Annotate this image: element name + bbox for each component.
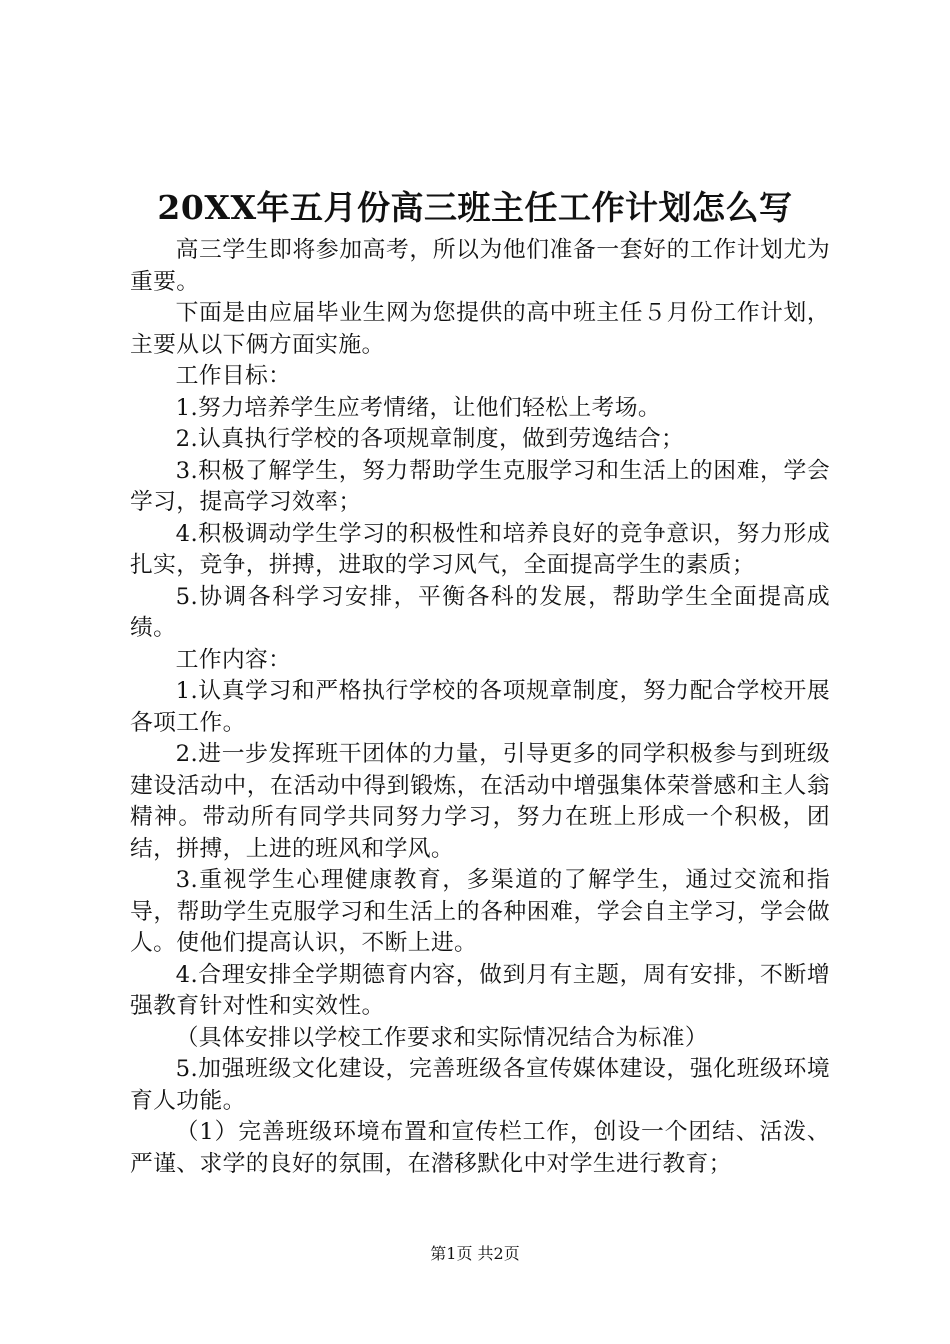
paragraph: 高三学生即将参加高考，所以为他们准备一套好的工作计划尤为重要。 (130, 237, 830, 295)
sub-list-item: （1）完善班级环境布置和宣传栏工作，创设一个团结、活泼、严谨、求学的良好的氛围，在潜移默化中对学生进行教育； (130, 1119, 830, 1177)
list-item: 1.认真学习和严格执行学校的各项规章制度，努力配合学校开展各项工作。 (130, 678, 830, 736)
list-item: 5.加强班级文化建设，完善班级各宣传媒体建设，强化班级环境育人功能。 (130, 1056, 830, 1114)
list-item: 5.协调各科学习安排，平衡各科的发展，帮助学生全面提高成绩。 (130, 583, 830, 641)
list-item: 4.合理安排全学期德育内容，做到月有主题，周有安排，不断增强教育针对性和实效性。 (130, 961, 830, 1019)
section-heading-goals: 工作目标： (175, 363, 292, 389)
list-item: 4.积极调动学生学习的积极性和培养良好的竞争意识，努力形成扎实，竞争，拼搏，进取的学习风气，全面提高学生的素质； (130, 520, 830, 578)
document-body (130, 235, 830, 1180)
paragraph: 下面是由应届毕业生网为您提供的高中班主任５月份工作计划，主要从以下俩方面实施。 (130, 300, 830, 358)
page-footer: 第1页 共2页 (430, 1244, 520, 1263)
list-item: 1.努力培养学生应考情绪，让他们轻松上考场。 (175, 394, 661, 421)
section-heading-content: 工作内容： (175, 646, 292, 673)
list-item: 3.积极了解学生，努力帮助学生克服学习和生活上的困难，学会学习，提高学习效率； (130, 457, 830, 515)
list-item: 2.认真执行学校的各项规章制度，做到劳逸结合； (175, 426, 685, 452)
note: （具体安排以学校工作要求和实际情况结合为标准） (175, 1024, 708, 1051)
document-title: 20XX年五月份高三班主任工作计划怎么写 (157, 188, 793, 227)
list-item: 2.进一步发挥班干团体的力量，引导更多的同学积极参与到班级建设活动中，在活动中得到锻炼，在活动中增强集体荣誉感和主人翁精神。带动所有同学共同努力学习，努力在班上形成一个积极，团结，拼搏，上进的班风和学风。 (130, 741, 830, 862)
list-item: 3.重视学生心理健康教育，多渠道的了解学生，通过交流和指导，帮助学生克服学习和生活上的各种困难，学会自主学习，学会做人。使他们提高认识，不断上进。 (130, 867, 830, 956)
